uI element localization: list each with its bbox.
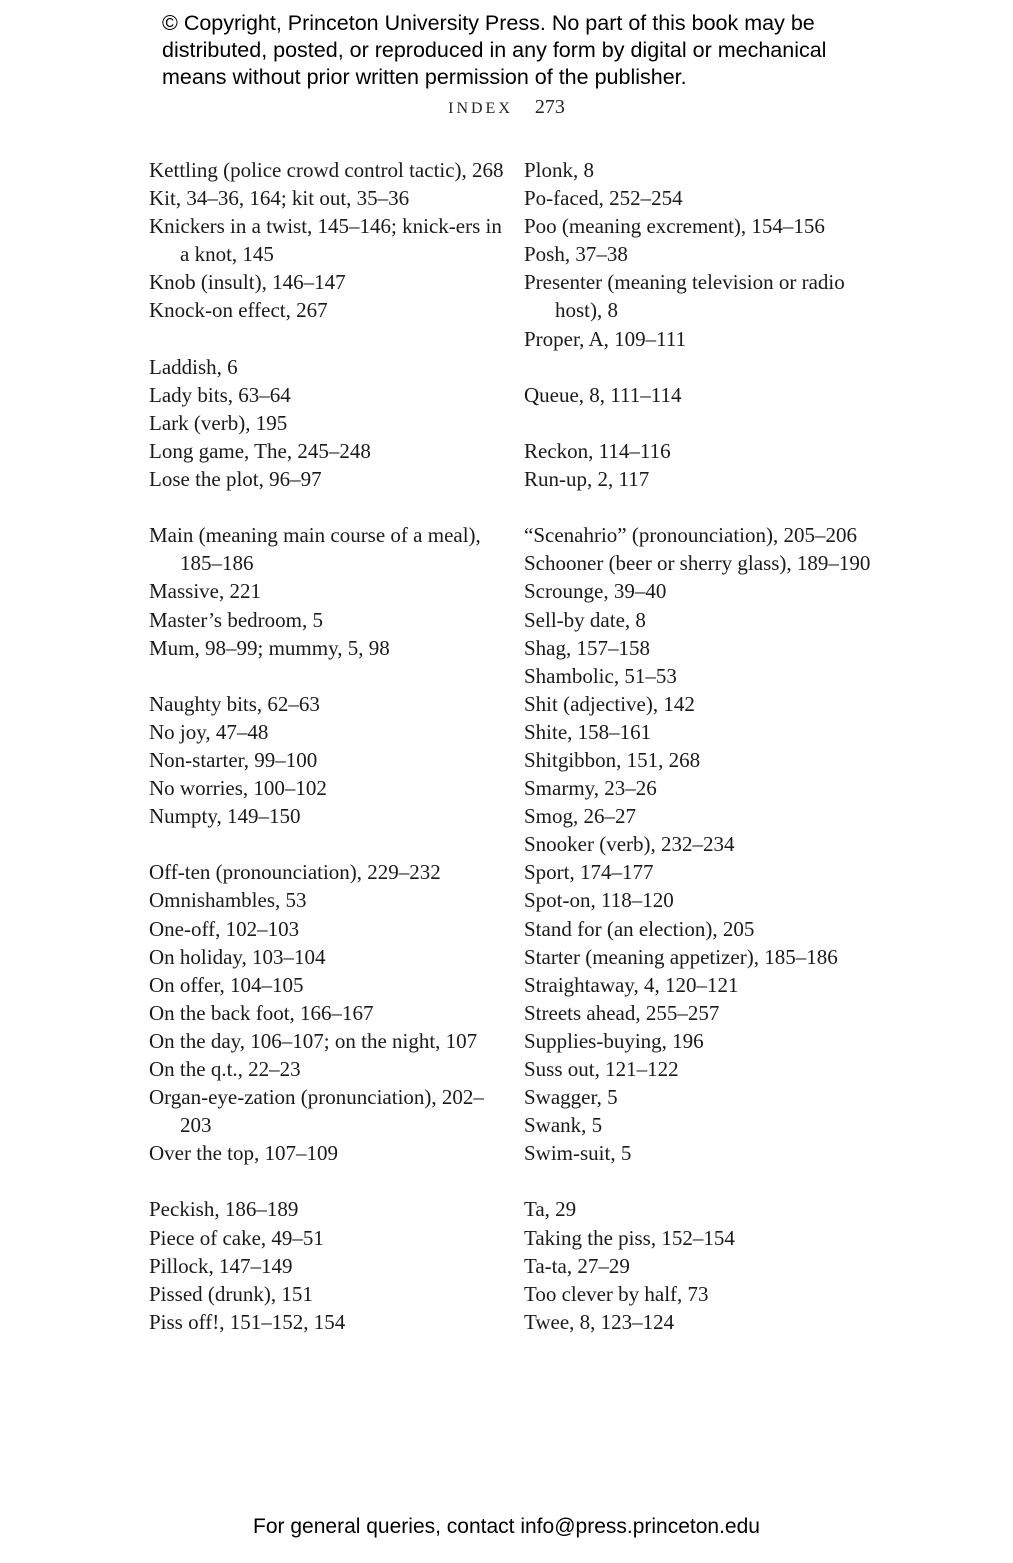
index-entry: Smarmy, 23–26 — [524, 776, 657, 801]
index-entry: Plonk, 8 — [524, 158, 595, 182]
index-entry: Piece of cake, 49–51 — [149, 1225, 324, 1250]
index-entry: Naughty bits, 62–63 — [149, 691, 320, 716]
index-entry: Kit, 34–36, 164; kit out, 35–36 — [149, 186, 410, 211]
index-entry: Scrounge, 39–40 — [524, 579, 667, 604]
index-entry: Shitgibbon, 151, 268 — [524, 747, 701, 772]
letter-group-gap — [149, 325, 509, 353]
index-entry: Main (meaning main course of a meal), 185–186 — [149, 523, 481, 576]
copyright-notice: © Copyright, Princeton University Press. No part of this book may be distributed, posted, or reproduced in any form by digital or mechanical means without prior written permission of the publisher. — [162, 11, 827, 89]
letter-group-gap — [524, 353, 884, 381]
index-entry: Posh, 37–38 — [524, 242, 628, 267]
index-entry: Po-faced, 252–254 — [524, 186, 683, 211]
letter-group-gap — [524, 493, 884, 521]
index-entry: Pillock, 147–149 — [149, 1253, 293, 1278]
running-head — [0, 96, 1013, 119]
index-entry: On offer, 104–105 — [149, 972, 304, 997]
letter-group-gap — [149, 662, 509, 690]
index-entry: Master’s bedroom, 5 — [149, 607, 323, 632]
index-entry: Non-starter, 99–100 — [149, 747, 318, 772]
index-entry: Knob (insult), 146–147 — [149, 270, 346, 295]
index-entry: Straightaway, 4, 120–121 — [524, 972, 739, 997]
letter-group-gap — [149, 1167, 509, 1195]
letter-group-gap — [524, 409, 884, 437]
section-label: INDEX — [448, 100, 513, 117]
index-entry: Reckon, 114–116 — [524, 438, 671, 463]
letter-group-gap — [149, 830, 509, 858]
page-number: 273 — [534, 96, 565, 118]
index-entry: Sport, 174–177 — [524, 860, 654, 885]
index-entry: Lark (verb), 195 — [149, 410, 288, 435]
index-entry: Starter (meaning appetizer), 185–186 — [524, 944, 838, 969]
index-entry: Over the top, 107–109 — [149, 1141, 338, 1166]
letter-group-gap — [149, 493, 509, 521]
index-entry: Mum, 98–99; mummy, 5, 98 — [149, 635, 390, 660]
index-entry: Organ-eye-zation (pronunciation), 202–203 — [149, 1085, 484, 1138]
index-entry: Shag, 157–158 — [524, 635, 650, 660]
index-entry: Swim-suit, 5 — [524, 1141, 632, 1166]
index-entry: Lose the plot, 96–97 — [149, 467, 322, 492]
index-entry: On the q.t., 22–23 — [149, 1057, 301, 1081]
index-entry: Shit (adjective), 142 — [524, 691, 695, 716]
index-entry: One-off, 102–103 — [149, 916, 300, 941]
index-column-right — [524, 156, 884, 1336]
index-entry: Suss out, 121–122 — [524, 1057, 679, 1081]
index-entry: Piss off!, 151–152, 154 — [149, 1309, 346, 1334]
index-entry: Schooner (beer or sherry glass), 189–190 — [524, 551, 871, 576]
index-entry: On holiday, 103–104 — [149, 944, 326, 969]
index-entry: Shambolic, 51–53 — [524, 663, 677, 688]
index-entry: Snooker (verb), 232–234 — [524, 832, 735, 857]
index-entry: Knickers in a twist, 145–146; knick-ers in a knot, 145 — [149, 214, 502, 267]
index-entry: Swank, 5 — [524, 1113, 603, 1138]
index-entry: Massive, 221 — [149, 579, 261, 604]
index-entry: Taking the piss, 152–154 — [524, 1225, 735, 1250]
index-entry: Knock-on effect, 267 — [149, 298, 328, 323]
index-entry: Omnishambles, 53 — [149, 888, 307, 913]
index-entry: Off-ten (pronounciation), 229–232 — [149, 860, 441, 885]
index-entry: Lady bits, 63–64 — [149, 382, 291, 407]
index-entry: On the back foot, 166–167 — [149, 1000, 374, 1025]
index-entry: On the day, 106–107; on the night, 107 — [149, 1028, 478, 1053]
index-entry: Queue, 8, 111–114 — [524, 382, 682, 407]
index-entry: Long game, The, 245–248 — [149, 438, 371, 463]
index-entry: Twee, 8, 123–124 — [524, 1309, 675, 1334]
index-entry: Supplies-buying, 196 — [524, 1028, 704, 1053]
index-entry: “Scenahrio” (pronounciation), 205–206 — [524, 523, 857, 548]
index-entry: Proper, A, 109–111 — [524, 326, 687, 351]
index-entry: Swagger, 5 — [524, 1085, 618, 1110]
index-entry: Run-up, 2, 117 — [524, 467, 650, 492]
index-entry: Laddish, 6 — [149, 354, 238, 379]
index-entry: Ta, 29 — [524, 1197, 577, 1222]
letter-group-gap — [524, 1167, 884, 1195]
index-entry: Numpty, 149–150 — [149, 804, 301, 829]
index-entry: Kettling (police crowd control tactic), 268 — [149, 158, 504, 182]
footer-contact: For general queries, contact info@press.princeton.edu — [253, 1515, 760, 1538]
index-entry: Presenter (meaning television or radio host), 8 — [524, 270, 845, 323]
index-entry: Ta-ta, 27–29 — [524, 1253, 630, 1278]
index-column-left — [149, 156, 509, 1336]
index-entry: Poo (meaning excrement), 154–156 — [524, 214, 825, 239]
index-entry: Too clever by half, 73 — [524, 1281, 709, 1306]
index-entry: No joy, 47–48 — [149, 719, 269, 744]
index-entry: Sell-by date, 8 — [524, 607, 646, 632]
index-entry: Shite, 158–161 — [524, 719, 652, 744]
index-entry: Stand for (an election), 205 — [524, 916, 755, 941]
index-entry: Spot-on, 118–120 — [524, 888, 674, 913]
index-entry: Pissed (drunk), 151 — [149, 1281, 313, 1306]
index-entry: No worries, 100–102 — [149, 776, 327, 801]
index-entry: Peckish, 186–189 — [149, 1197, 299, 1222]
index-entry: Smog, 26–27 — [524, 804, 637, 829]
index-entry: Streets ahead, 255–257 — [524, 1000, 720, 1025]
